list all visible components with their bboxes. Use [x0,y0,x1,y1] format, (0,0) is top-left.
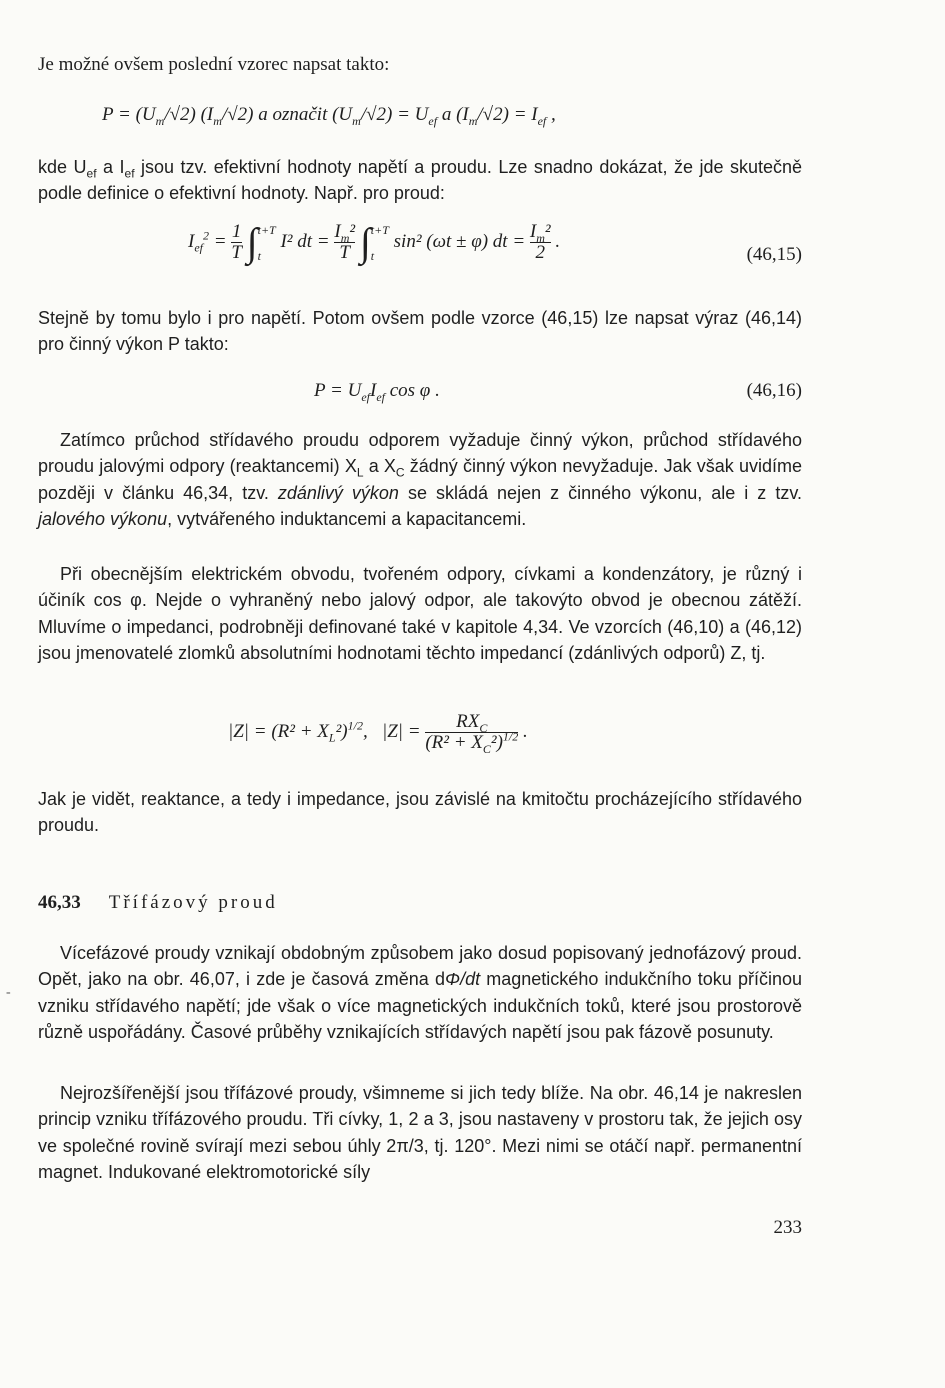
paragraph-impedance: Při obecnějším elektrickém obvodu, tvořeném odpory, cívkami a kondenzátory, je různý i účiník cos φ. Nejde o vyhraněný nebo jalový odpor, ale takovýto obvod je obecnou zátěží. Mluvíme o impedanci, podrobněji definované také v kapitole 4,34. Ve vzorcích (46,10) a (46,12) jsou jmenovatelé zlomků absolutními hodnotami těchto impedancí (zdánlivých odporů) Z, tj. [38,564,802,664]
equation-46-15: $I_{ef}^2$ = $\frac{1}{T}$ ∫ t+T t I² dt = $\frac{I_m^2}{T}$ ∫ t+T t sin² (ωt ± φ) dt = $\frac{I_m^2}{2}$ . (46,15) [188,222,802,263]
paragraph-reactive: Zatímco průchod střídavého proudu odporem vyžaduje činný výkon, průchod střídavého proudu jalovými odpory (reaktancemi) $X_L$ a $X_C$ žádný činný výkon nevyžaduje. Jak však uvidíme později v článku 46,34, tzv. zdánlivý výkon se skládá nejen z činného výkonu, ale i z tzv. jalového výkonu, vytvářeného induktancemi a kapacitancemi. [38,430,802,530]
paragraph-frequency: Jak je vidět, reaktance, a tedy i impedance, jsou závislé na kmitočtu procházejícího střídavého proudu. [38,789,802,836]
margin-mark: - [6,985,11,1000]
equation-number-46-15: (46,15) [746,244,802,265]
intro-line: Je možné ovšem poslední vzorec napsat takto: [38,54,390,75]
section-heading [38,890,278,916]
equation-number-46-16: (46,16) [746,380,802,401]
section-number: 46,33 [38,892,81,913]
page-number: 233 [773,1217,802,1238]
paragraph-definition: kde $U_{ef}$ a $I_{ef}$ jsou tzv. efektivní hodnoty napětí a proudu. Lze snadno dokázat, že jde skutečně podle definice o efektivní hodnoty. Např. pro proud: [38,157,802,204]
paragraph-voltage: Stejně by tomu bylo i pro napětí. Potom ovšem podle vzorce (46,15) lze napsat výraz (46,14) pro činný výkon P takto: [38,308,802,355]
paragraph-polyphase: Vícefázové proudy vznikají obdobným způsobem jako dosud popisovaný jednofázový proud. Opět, jako na obr. 46,07, i zde je časová změna dΦ/dt magnetického indukčního toku příčinou vzniku střídavého napětí; jde však o více magnetických indukčních toků, které jsou prostorově různě uspořádány. Časové průběhy vznikajících střídavých napětí jsou pak fázově posunuty. [38,943,802,1043]
equation-impedance: $|Z| = (R^2 + X_L^2)^{1/2}$, |Z| = $\frac{RX_C}{(R^2 + X_C^2)^{1/2}}$ . [228,711,528,756]
paragraph-three-phase: Nejrozšířenější jsou třífázové proudy, všimneme si jich tedy blíže. Na obr. 46,14 je nakreslen princip vzniku třífázového proudu. Tři cívky, 1, 2 a 3, jsou nastaveny v prostoru tak, že jejich osy ve společné rovině svírají mezi sebou úhly 2π/3, tj. 120°. Mezi nimi se otáčí např. permanentní magnet. Indukované elektromotorické síly [38,1083,802,1183]
section-title: Třífázový proud [108,892,278,913]
equation-effective-values: $P = (U_m/√2)$ $(I_m/√2)$ a označit $(U_m/√2) = U_{ef}$ a $(I_m/√2) = I_{ef}$ , [102,104,556,128]
